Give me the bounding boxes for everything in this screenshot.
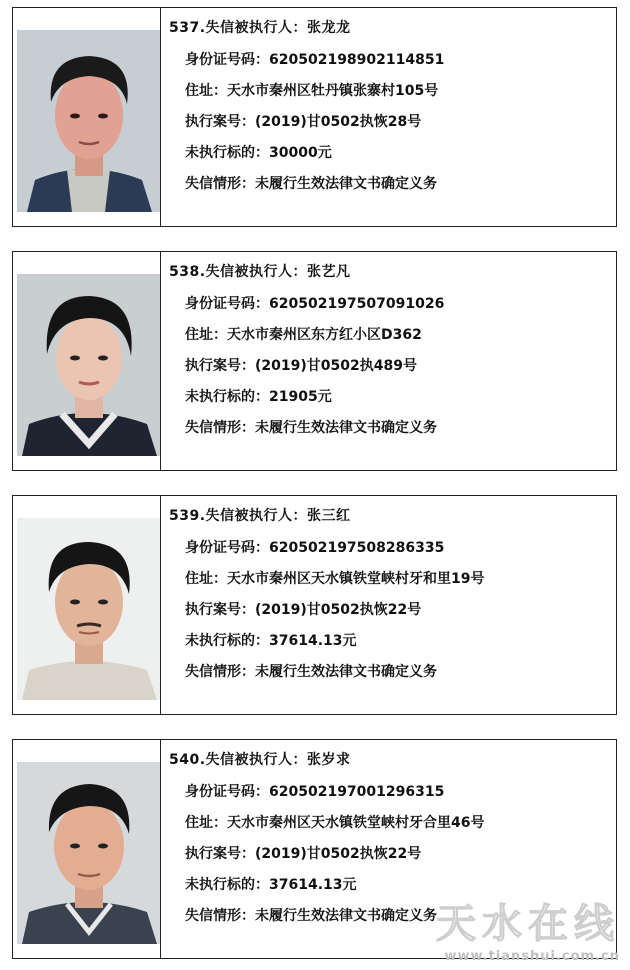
case-number: 执行案号：(2019)甘0502执恢22号	[185, 846, 422, 862]
person-photo	[17, 762, 160, 944]
record-title: 539.失信被执行人：张三红	[169, 508, 351, 524]
case-number: 执行案号：(2019)甘0502执恢28号	[185, 114, 422, 130]
unexecuted-amount: 未执行标的：37614.13元	[185, 877, 357, 893]
id-number: 身份证号码：620502197508286335	[185, 540, 445, 556]
record-title: 540.失信被执行人：张岁求	[169, 752, 351, 768]
address: 住址：天水市秦州区天水镇铁堂峡村牙和里19号	[185, 571, 485, 587]
record-info	[169, 506, 610, 693]
photo-cell	[13, 496, 161, 714]
record-title: 538.失信被执行人：张艺凡	[169, 264, 351, 280]
id-number: 身份证号码：620502198902114851	[185, 52, 445, 68]
photo-cell	[13, 252, 161, 470]
record-card	[12, 739, 617, 959]
record-info	[169, 750, 610, 937]
person-photo	[17, 518, 160, 700]
id-number: 身份证号码：620502197507091026	[185, 296, 445, 312]
watermark-name: 天水在线	[436, 900, 620, 947]
unexecuted-amount: 未执行标的：37614.13元	[185, 633, 357, 649]
record-card	[12, 495, 617, 715]
dishonesty-situation: 失信情形：未履行生效法律文书确定义务	[185, 420, 437, 436]
record-info	[169, 262, 610, 449]
dishonesty-situation: 失信情形：未履行生效法律文书确定义务	[185, 664, 437, 680]
address: 住址：天水市秦州区牡丹镇张寨村105号	[185, 83, 439, 99]
photo-cell	[13, 740, 161, 958]
record-title: 537.失信被执行人：张龙龙	[169, 20, 351, 36]
unexecuted-amount: 未执行标的：21905元	[185, 389, 332, 405]
id-number: 身份证号码：620502197001296315	[185, 784, 445, 800]
case-number: 执行案号：(2019)甘0502执489号	[185, 358, 417, 374]
record-card	[12, 251, 617, 471]
record-info	[169, 18, 610, 205]
person-photo	[17, 274, 160, 456]
photo-cell	[13, 8, 161, 226]
person-photo	[17, 30, 160, 212]
dishonesty-situation: 失信情形：未履行生效法律文书确定义务	[185, 176, 437, 192]
record-card	[12, 7, 617, 227]
case-number: 执行案号：(2019)甘0502执恢22号	[185, 602, 422, 618]
address: 住址：天水市秦州区天水镇铁堂峡村牙合里46号	[185, 815, 485, 831]
unexecuted-amount: 未执行标的：30000元	[185, 145, 332, 161]
dishonesty-situation: 失信情形：未履行生效法律文书确定义务	[185, 908, 437, 924]
address: 住址：天水市秦州区东方红小区D362	[185, 327, 422, 343]
watermark-url: www.tianshui.com.cn	[444, 949, 620, 964]
